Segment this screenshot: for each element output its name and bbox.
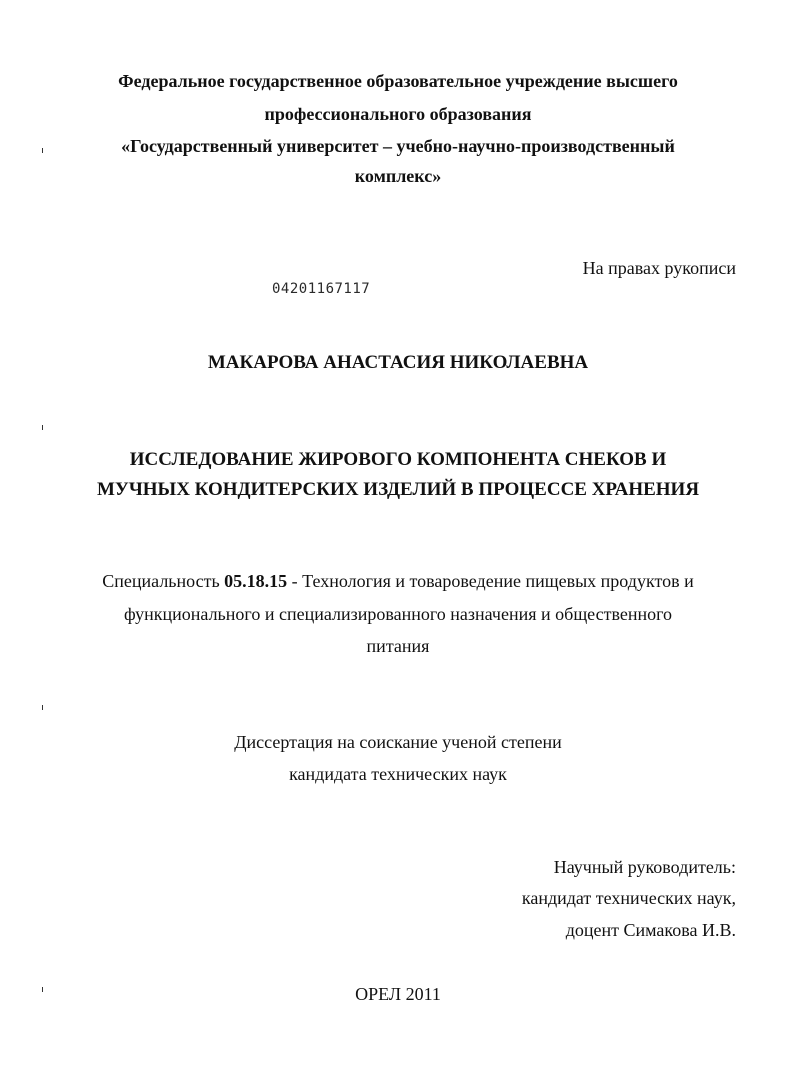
city-year: ОРЕЛ 2011 xyxy=(355,984,441,1004)
supervisor-name: доцент Симакова И.В. xyxy=(565,920,736,940)
specialty-line-3: питания xyxy=(366,636,430,656)
institution-line-3: «Государственный университет – учебно-научно-производственный xyxy=(121,136,675,156)
specialty-line-1 xyxy=(0,571,796,592)
manuscript-rights: На правах рукописи xyxy=(582,258,736,278)
title-line-2: МУЧНЫХ КОНДИТЕРСКИХ ИЗДЕЛИЙ В ПРОЦЕССЕ ХРАНЕНИЯ xyxy=(96,479,700,500)
institution-line-4: комплекс» xyxy=(354,166,442,186)
title-line-1: ИССЛЕДОВАНИЕ ЖИРОВОГО КОМПОНЕНТА СНЕКОВ И xyxy=(129,449,667,470)
institution-line-1: Федеральное государственное образовательное учреждение высшего xyxy=(118,71,678,91)
registration-number-stamp: 04201167117 xyxy=(272,281,371,297)
supervisor-degree: кандидат технических наук, xyxy=(521,888,736,908)
margin-mark xyxy=(42,425,43,430)
specialty-prefix: Специальность xyxy=(102,571,225,591)
institution-line-2: профессионального образования xyxy=(264,104,532,124)
author-name: МАКАРОВА АНАСТАСИЯ НИКОЛАЕВНА xyxy=(207,352,589,373)
margin-mark xyxy=(42,705,43,710)
dissertation-line-1: Диссертация на соискание ученой степени xyxy=(234,732,562,752)
specialty-code: 05.18.15 xyxy=(224,571,288,591)
specialty-line-2: функционального и специализированного назначения и общественного xyxy=(123,604,673,624)
dissertation-line-2: кандидата технических наук xyxy=(289,764,507,784)
supervisor-label: Научный руководитель: xyxy=(553,857,736,877)
specialty-description: - Технология и товароведение пищевых продуктов и xyxy=(287,571,694,591)
